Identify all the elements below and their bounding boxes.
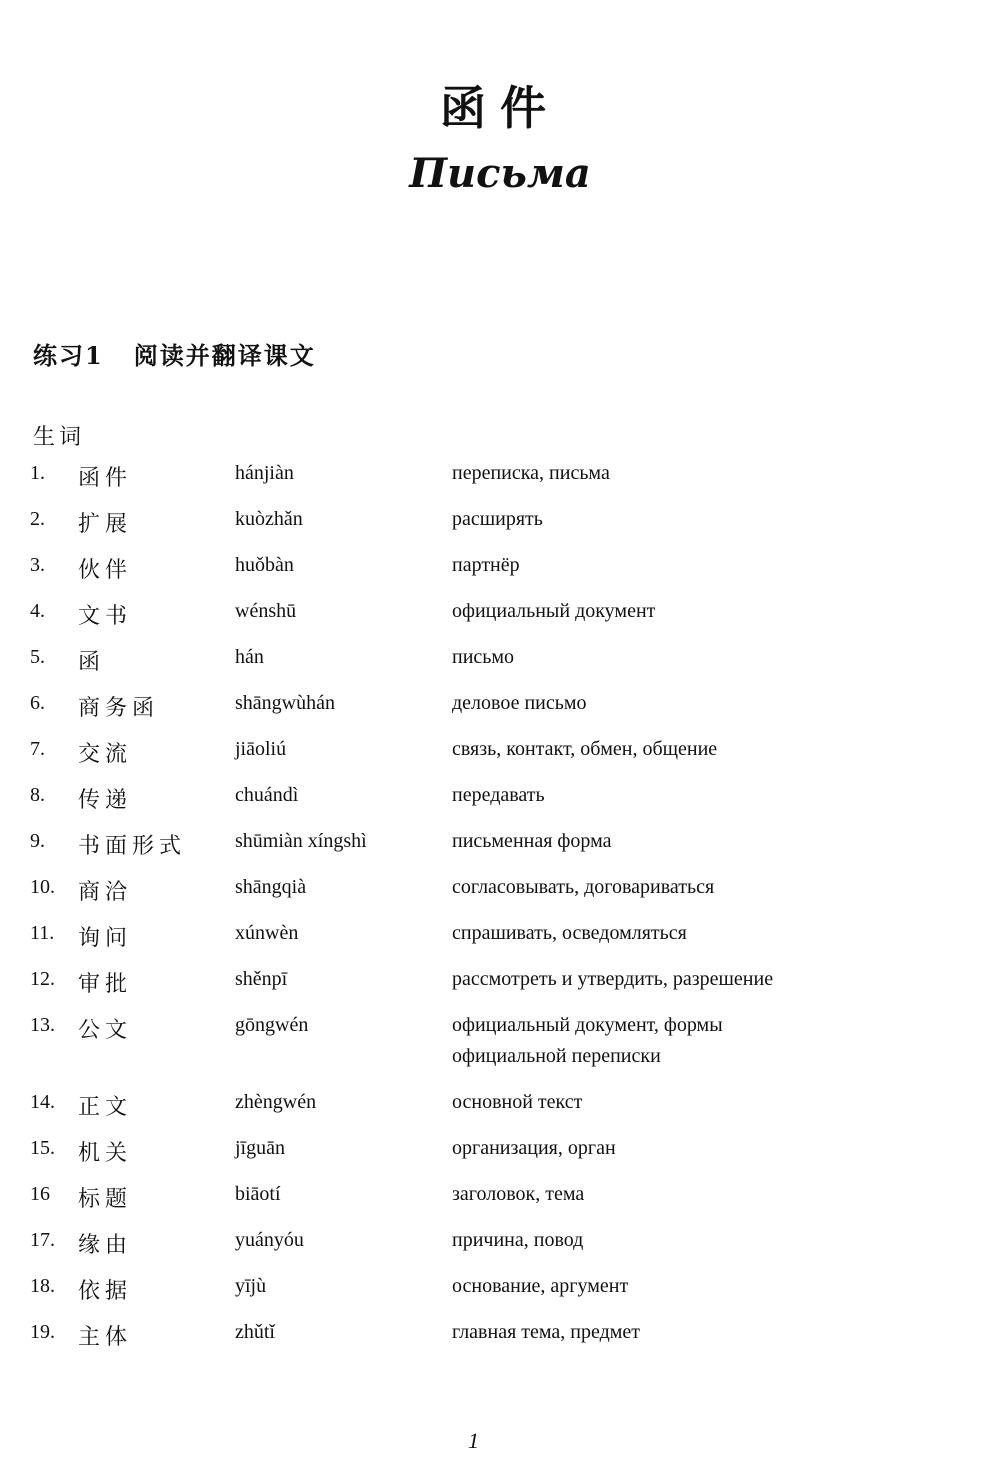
vocab-chinese: 扩展: [78, 512, 133, 537]
vocab-chinese: 传递: [78, 788, 133, 813]
vocab-chinese: 文书: [78, 604, 133, 629]
vocab-row: [0, 1229, 1000, 1275]
vocab-number: 14.: [30, 1091, 55, 1113]
vocab-row: [0, 876, 1000, 922]
vocab-translation: спрашивать, осведомляться: [452, 922, 687, 944]
vocab-row: [0, 1137, 1000, 1183]
vocab-row: [0, 462, 1000, 508]
vocab-pinyin: shěnpī: [235, 968, 288, 990]
vocab-translation: основание, аргумент: [452, 1275, 629, 1297]
vocab-pinyin: yījù: [235, 1275, 267, 1297]
vocab-chinese: 缘由: [78, 1233, 133, 1258]
vocab-pinyin: biāotí: [235, 1183, 281, 1205]
vocab-translation: причина, повод: [452, 1229, 584, 1251]
vocab-number: 12.: [30, 968, 55, 990]
vocab-row: [0, 1275, 1000, 1321]
vocab-row: [0, 600, 1000, 646]
vocab-number: 7.: [30, 738, 45, 760]
vocab-pinyin: zhèngwén: [235, 1091, 317, 1113]
vocab-pinyin: shūmiàn xíngshì: [235, 830, 367, 852]
vocab-translation: связь, контакт, обмен, общение: [452, 738, 718, 760]
exercise-title: 阅读并翻译课文: [133, 341, 316, 370]
vocab-chinese: 主体: [78, 1325, 133, 1350]
vocab-chinese: 公文: [78, 1018, 133, 1043]
vocab-chinese: 商务函: [78, 696, 160, 721]
vocab-translation: согласовывать, договариваться: [452, 876, 715, 898]
vocab-number: 3.: [30, 554, 45, 576]
vocab-number: 17.: [30, 1229, 55, 1251]
vocab-pinyin: yuányóu: [235, 1229, 304, 1251]
vocab-number: 19.: [30, 1321, 55, 1343]
vocab-translation: передавать: [452, 784, 545, 806]
vocab-chinese: 标题: [78, 1187, 133, 1212]
vocab-chinese: 商洽: [78, 880, 133, 905]
vocab-row: [0, 646, 1000, 692]
vocab-chinese: 交流: [78, 742, 133, 767]
vocab-number: 15.: [30, 1137, 55, 1159]
vocab-translation: расширять: [452, 508, 543, 530]
vocab-pinyin: gōngwén: [235, 1014, 309, 1036]
vocab-row: [0, 1091, 1000, 1137]
vocab-row: [0, 554, 1000, 600]
vocab-number: 18.: [30, 1275, 55, 1297]
vocab-row: [0, 1014, 1000, 1091]
vocab-row: [0, 830, 1000, 876]
vocab-row: [0, 968, 1000, 1014]
vocab-translation: основной текст: [452, 1091, 583, 1113]
vocab-number: 16: [30, 1183, 50, 1205]
vocab-number: 8.: [30, 784, 45, 806]
vocab-number: 9.: [30, 830, 45, 852]
vocab-pinyin: zhǔtǐ: [235, 1321, 275, 1343]
vocab-chinese: 机关: [78, 1141, 133, 1166]
vocab-chinese: 书面形式: [78, 834, 187, 859]
vocab-number: 2.: [30, 508, 45, 530]
vocab-translation: организация, орган: [452, 1137, 616, 1159]
vocab-pinyin: chuándì: [235, 784, 299, 806]
vocab-pinyin: jīguān: [235, 1137, 285, 1159]
vocab-translation: письмо: [452, 646, 515, 668]
exercise-heading: [33, 336, 316, 371]
vocab-chinese: 询问: [78, 926, 133, 951]
vocab-chinese: 函: [78, 650, 106, 675]
vocab-pinyin: kuòzhǎn: [235, 508, 303, 530]
vocab-translation: официальный документ, формы официальной переписки: [452, 1014, 723, 1067]
exercise-number: 练习1: [33, 341, 104, 370]
vocab-pinyin: hánjiàn: [235, 462, 294, 484]
page-number: 1: [468, 1428, 479, 1453]
vocab-chinese: 伙伴: [78, 558, 133, 583]
vocab-number: 10.: [30, 876, 55, 898]
vocab-row: [0, 922, 1000, 968]
vocab-translation: партнёр: [452, 554, 520, 576]
vocab-translation: переписка, письма: [452, 462, 610, 484]
vocab-number: 6.: [30, 692, 45, 714]
vocab-row: [0, 784, 1000, 830]
vocab-row: [0, 738, 1000, 784]
vocab-translation: главная тема, предмет: [452, 1321, 641, 1343]
page-title-chinese: 函件: [440, 81, 560, 135]
vocab-number: 5.: [30, 646, 45, 668]
vocab-row: [0, 1321, 1000, 1367]
vocab-chinese: 审批: [78, 972, 133, 997]
vocab-row: [0, 508, 1000, 554]
vocab-number: 13.: [30, 1014, 55, 1036]
vocab-pinyin: xúnwèn: [235, 922, 299, 944]
vocab-chinese: 正文: [78, 1095, 133, 1120]
vocab-number: 1.: [30, 462, 45, 484]
vocab-row: [0, 692, 1000, 738]
vocab-row: [0, 1183, 1000, 1229]
vocabulary-heading: 生词: [33, 425, 86, 450]
vocab-translation: письменная форма: [452, 830, 612, 852]
vocab-pinyin: hán: [235, 646, 264, 668]
vocab-pinyin: wénshū: [235, 600, 297, 622]
vocab-translation: заголовок, тема: [452, 1183, 585, 1205]
vocab-chinese: 依据: [78, 1279, 133, 1304]
vocab-chinese: 函件: [78, 466, 133, 491]
vocab-pinyin: shāngqià: [235, 876, 307, 898]
page-title-russian: Письма: [409, 150, 591, 197]
vocab-pinyin: huǒbàn: [235, 554, 294, 576]
vocab-pinyin: jiāoliú: [235, 738, 287, 760]
vocab-translation: рассмотреть и утвердить, разрешение: [452, 968, 774, 990]
vocab-translation: официальный документ: [452, 600, 656, 622]
vocab-number: 4.: [30, 600, 45, 622]
vocab-number: 11.: [30, 922, 55, 944]
vocabulary-list: [0, 462, 1000, 1367]
vocab-translation: деловое письмо: [452, 692, 587, 714]
vocab-pinyin: shāngwùhán: [235, 692, 335, 714]
